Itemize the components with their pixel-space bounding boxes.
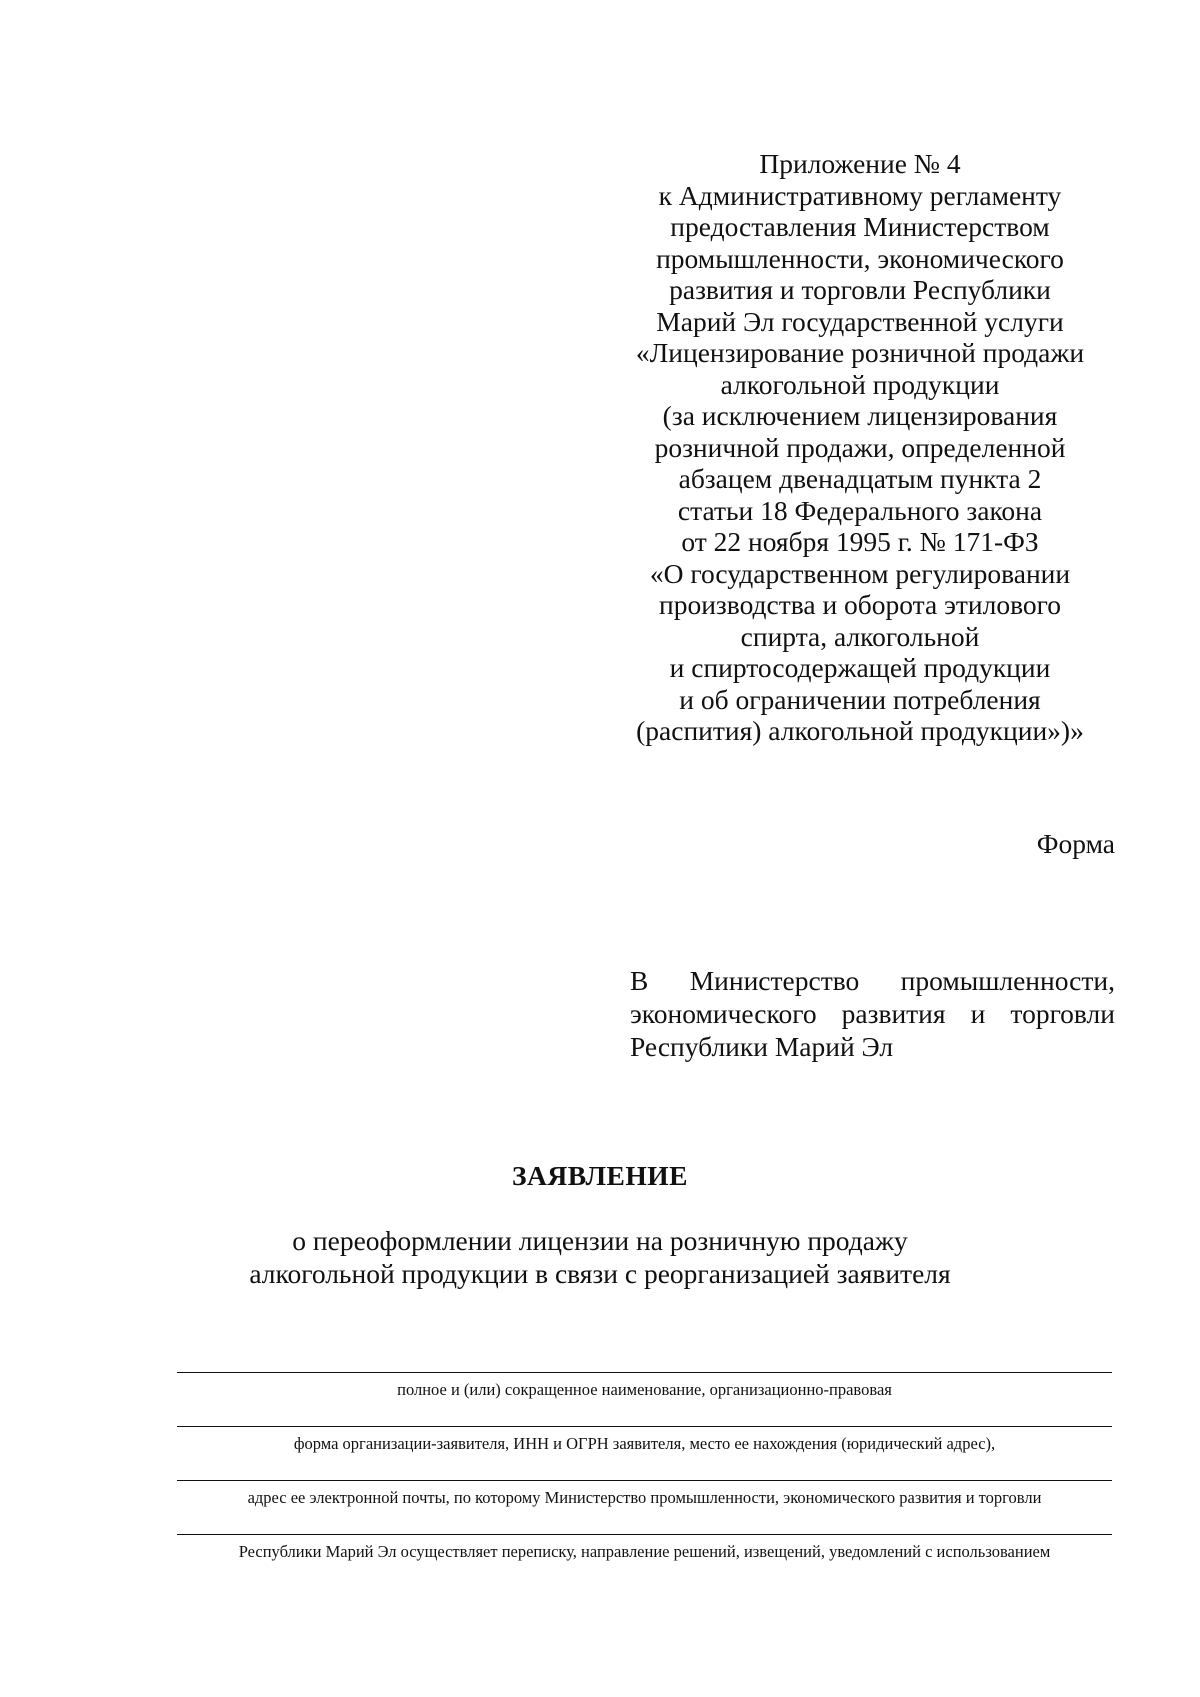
appendix-line: производства и оборота этилового [658,589,1062,620]
addressee-line: Республики Марий Эл [630,1031,894,1062]
subtitle-line: о переоформлении лицензии на розничную продажу [292,1225,908,1256]
fill-line [177,1534,1112,1535]
fill-caption: Республики Марий Эл осуществляет переписку, направление решений, извещений, уведомлений с использованием [238,1542,1051,1561]
appendix-line: «О государственном регулировании [649,557,1071,589]
appendix-header [630,148,1090,747]
applicant-fill-block [177,1372,1112,1588]
appendix-line: Приложение № 4 [759,148,961,179]
document-title: ЗАЯВЛЕНИЕ [512,1160,688,1191]
appendix-line: Марий Эл государственной услуги [656,305,1064,337]
appendix-line: алкогольной продукции [720,368,1000,400]
appendix-line: развития и торговли Республики [669,274,1051,305]
subtitle-line: алкогольной продукции в связи с реорганизацией заявителя [249,1258,951,1289]
appendix-line: (за исключением лицензирования [662,400,1058,431]
fill-field[interactable] [177,1534,1112,1588]
fill-caption: адрес ее электронной почты, по которому Министерство промышленности, экономического развития и торговли [247,1488,1042,1507]
appendix-line: розничной продажи, определенной [654,431,1066,463]
addressee-line: В Министерство промышленности, [630,965,1115,996]
appendix-line: от 22 ноября 1995 г. № 171-ФЗ [681,526,1039,557]
appendix-line: к Административному регламенту [658,179,1062,211]
fill-caption: форма организации-заявителя, ИНН и ОГРН заявителя, место ее нахождения (юридический адрес), [293,1434,996,1453]
appendix-line: абзацем двенадцатым пункта 2 [678,463,1042,494]
appendix-line: спирта, алкогольной [740,620,980,652]
fill-line [177,1480,1112,1481]
fill-line [177,1426,1112,1427]
appendix-line: (распития) алкогольной продукции»)» [636,715,1084,746]
appendix-line: «Лицензирование розничной продажи [635,337,1085,368]
form-label: Форма [1036,828,1115,859]
appendix-line: предоставления Министерством [670,211,1050,242]
fill-field[interactable] [177,1426,1112,1480]
appendix-line: и спиртосодержащей продукции [669,652,1051,683]
document-subtitle [0,1224,1200,1290]
fill-field[interactable] [177,1372,1112,1426]
addressee-line: экономического развития и торговли [630,998,1115,1029]
appendix-line: и об ограничении потребления [679,683,1041,715]
appendix-line: статьи 18 Федерального закона [677,494,1043,526]
fill-field[interactable] [177,1480,1112,1534]
appendix-line: промышленности, экономического [656,242,1064,274]
fill-line [177,1372,1112,1373]
fill-caption: полное и (или) сокращенное наименование, организационно-правовая [397,1380,892,1399]
addressee-block [630,964,1115,1063]
